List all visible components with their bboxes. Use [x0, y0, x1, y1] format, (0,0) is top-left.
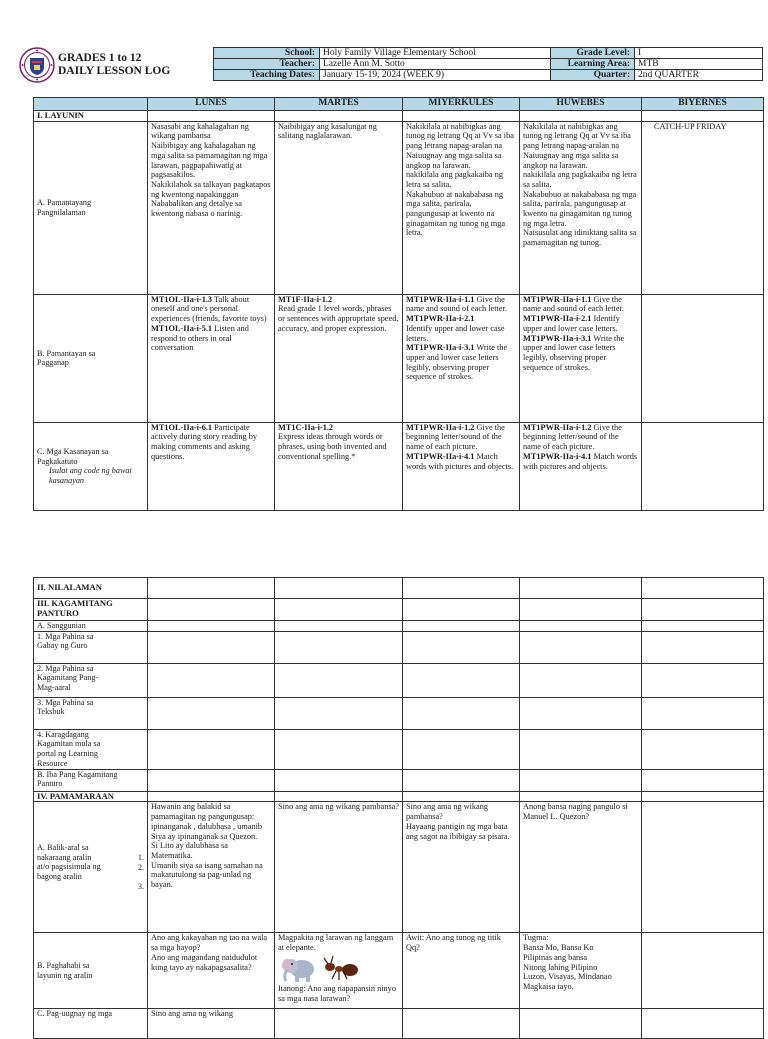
label-ref-portal: 4. Karagdagang Kagamitan mula sa portal ng Learning Resource [34, 729, 148, 769]
cell-miyerkules-paghahabi: Awit: Ano ang tunog ng titik Qq? [403, 933, 520, 1009]
form-title-line1: GRADES 1 to 12 [58, 52, 142, 64]
competency-text: Give the name and sound of each letter. [523, 294, 624, 314]
form-title [58, 52, 170, 78]
competency-text: Give the beginning letter/sound of the name of each picture. [406, 422, 505, 452]
code: MT1PWR-IIa-i-1.1 [523, 294, 592, 304]
row-label-pamantayang-pangnilalaman: A. Pamantayang Pangnilalaman [34, 121, 148, 294]
teacher-label: Teacher: [214, 59, 320, 70]
row-ref-kagamitang [34, 663, 764, 697]
code: MT1PWR-IIa-i-1.2 [406, 422, 475, 432]
competency-text: Match words with pictures and objects. [406, 451, 514, 471]
form-title-line2: DAILY LESSON LOG [58, 65, 171, 77]
animal-pictures [280, 955, 399, 983]
code: MT1C-IIa-i-1.2 [278, 422, 334, 432]
quarter-label: Quarter: [551, 70, 635, 81]
section-title-kagamitan: III. KAGAMITANG PANTURO [34, 599, 148, 621]
school-label: School: [214, 48, 320, 59]
label-paghahabi: B. Paghahabi sa layunin ng aralin [34, 933, 148, 1009]
competency-text: Identify upper and lower case letters. [406, 323, 505, 343]
header-row-teacher [214, 59, 763, 70]
code: MT1PWR-IIa-i-1.2 [523, 422, 592, 432]
cell-biyernes-balik-aral [642, 802, 764, 933]
code: MT1OL-IIa-i-5.1 [151, 323, 213, 333]
day-header-huwebes: HUWEBES [520, 98, 642, 111]
cell-lunes-balik-aral: Hawanin ang balakid sa pamamagitan ng pangungusap: ipinanganak , dalubhasa , umanib Siya ay ipinanganak sa Quezon. Si Lito ay dalubhasa sa Matematika. Umanib siya sa isang samahan na makatutulong sa pag-unlad ng bayan. [148, 802, 275, 933]
learning-area-label: Learning Area: [551, 59, 635, 70]
row-iba-pang [34, 769, 764, 791]
competency-text: Listen and respond to others in oral conversation [151, 323, 249, 353]
row-pamamaraan [34, 791, 764, 802]
competency-text: Express ideas through words or phrases, using both invented and conventional spelling.* [278, 432, 387, 461]
cell-huwebes-a: Nakikilala at nabibigkas ang tunog ng letrang Qq at Vv sa iba pang letrang napag-aralan na Naiuugnay ang mga salita sa angkop na larawan. nakikilala ang pagkakaiba ng letra sa salita. Nakabubuo at nakababasa ng mga salita, parirala, pangungusap at kwento na ginagamitan ng tunog ng mga letra. Naisusulat ang idiniktang salita sa pamamagitan ng tunog. [520, 121, 642, 294]
header-row-dates [214, 70, 763, 81]
cell-lunes-paghahabi: Ano ang kakayahan ng tao na wala sa mga hayop? Ano ang magandang naidudulot kung tayo ay nakapagsasalita? [148, 933, 275, 1009]
competency-text: Talk about oneself and one's personal experiences (friends, favorite toys) [151, 294, 267, 324]
code: MT1PWR-IIa-i-1.1 [406, 294, 475, 304]
cell-miyerkules-c [403, 422, 520, 510]
cell-huwebes-c [520, 422, 642, 510]
cell-lunes-a: Nasasabi ang kahalagahan ng wikang pambansa Naibibigay ang kahalagahan ng mga salita sa pamamagitan ng mga larawan, pagpapahiwatig at pagsasakilos. Nakikilahok sa talkayan pagkatapos ng kwentong napakinggan Nababalikan ang detalye sa kwentong nabasa o narinig. [148, 121, 275, 294]
layunin-table [33, 97, 764, 511]
cell-biyernes-a: CATCH-UP FRIDAY [642, 121, 764, 294]
cell-lunes-pag-uugnay: Sino ang ama ng wikang [148, 1009, 275, 1039]
row-pamantayan-sa-pagganap [34, 294, 764, 422]
label-pag-uugnay: C. Pag-uugnay ng mga [34, 1009, 148, 1039]
label-ref-gabay: 1. Mga Pahina sa Gabay ng Guro [34, 631, 148, 663]
section-layunin-row [34, 111, 764, 122]
teacher-value: Lazelle Ann M. Sotto [320, 59, 551, 70]
header-info-table [213, 47, 763, 81]
row-ref-gabay [34, 631, 764, 663]
cell-huwebes-paghahabi: Tugma: Bansa Mo, Bansa Ko Pilipinas ang bansa Nitong lahing Pilipino Luzon, Visayas, Mindanao Magkaisa tayo. [520, 933, 642, 1009]
row-kagamitang-panturo [34, 599, 764, 621]
row-ref-portal [34, 729, 764, 769]
cell-lunes-b [148, 294, 275, 422]
code: MT1F-IIa-i-1.2 [278, 294, 333, 304]
row-label-mga-kasanayan [34, 422, 148, 510]
martes-paghahabi-question: Itanong: Ano ang napapansin ninyo sa mga nasa larawan? [278, 983, 396, 1003]
competency-text: Read grade 1 level words, phrases or sentences with appropriate speed, accuracy, and proper expression. [278, 304, 399, 333]
pamamaraan-table [33, 577, 764, 1039]
row-nilalaman [34, 578, 764, 599]
blank-header-cell [34, 98, 148, 111]
cell-miyerkules-b [403, 294, 520, 422]
label-iba-pang: B. Iba Pang Kagamitang Panturo [34, 769, 148, 791]
school-value: Holy Family Village Elementary School [320, 48, 551, 59]
day-header-miyerkules: MIYERKULES [403, 98, 520, 111]
code: MT1PWR-IIa-i-4.1 [523, 451, 592, 461]
grade-level-label: Grade Level: [551, 48, 635, 59]
code: MT1PWR-IIa-i-3.1 [406, 343, 475, 353]
row-ref-teksbuk [34, 697, 764, 729]
row-pamantayang-pangnilalaman [34, 121, 764, 294]
row-paghahabi [34, 933, 764, 1009]
competency-text: Identify upper and lower case letters. [523, 314, 620, 333]
competency-text: Write the upper and lower case letters legibly, observing proper sequence of strokes. [523, 333, 625, 372]
competency-text: Give the beginning letter/sound of the name of each picture. [523, 422, 622, 452]
code: MT1PWR-IIa-i-3.1 [523, 333, 592, 343]
label-sanggunian: A. Sanggunian [34, 621, 148, 632]
teaching-dates-label: Teaching Dates: [214, 70, 320, 81]
balik-aral-numbers: 1. 2. 3. [137, 853, 144, 892]
quarter-value: 2nd QUARTER [635, 70, 763, 81]
balik-aral-label: A. Balik-aral sa nakaraang aralin at/o pagsisimula ng bagong aralin [37, 843, 101, 882]
cell-huwebes-balik-aral: Anong bansa naging pangulo si Manuel L. Quezon? [520, 802, 642, 933]
martes-paghahabi-text: Magpakita ng larawan ng langgam at elepante. [278, 933, 394, 953]
kasanayan-note: Isulat ang code ng bawat kasanayan [49, 466, 132, 485]
code: MT1OL-IIa-i-1.3 [151, 294, 213, 304]
cell-martes-balik-aral: Sino ang ama ng wikang pambansa? [275, 802, 403, 933]
code: MT1PWR-IIa-i-2.1 [406, 314, 475, 324]
deped-seal-icon [19, 47, 55, 83]
header-row-school [214, 48, 763, 59]
cell-huwebes-b [520, 294, 642, 422]
kasanayan-label: C. Mga Kasanayan sa Pagkakatuto [37, 446, 109, 466]
elephant-icon [280, 955, 322, 964]
section-title-layunin: I. LAYUNIN [34, 111, 148, 122]
row-label-pamantayan-sa-pagganap: B. Pamantayan sa Pagganap [34, 294, 148, 422]
cell-miyerkules-a: Nakikilala at nabibigkas ang tunog ng letrang Qq at Vv sa iba pang letrang napag-aralan na Naiuugnay ang mga salita sa angkop na larawan. nakikilala ang pagkakaiba ng letra sa salita. Nakabubuo at nakababasa ng mga salita, parirala, pangungusap at kwento na ginagamitan ng tunog ng mga letra. [403, 121, 520, 294]
cell-martes-paghahabi [275, 933, 403, 1009]
cell-biyernes-b [642, 294, 764, 422]
grade-level-value: I [635, 48, 763, 59]
label-balik-aral [34, 802, 148, 933]
competency-text: Match words with pictures and objects. [523, 451, 638, 471]
cell-biyernes-c [642, 422, 764, 510]
label-ref-teksbuk: 3. Mga Pahina sa Teksbuk [34, 697, 148, 729]
section-title-pamamaraan: IV. PAMAMARAAN [34, 791, 148, 802]
cell-lunes-c [148, 422, 275, 510]
competency-text: Give the name and sound of each letter. [406, 294, 507, 314]
day-header-martes: MARTES [275, 98, 403, 111]
day-header-lunes: LUNES [148, 98, 275, 111]
day-header-biyernes: BIYERNES [642, 98, 764, 111]
row-sanggunian [34, 621, 764, 632]
cell-martes-b [275, 294, 403, 422]
cell-martes-a: Naibibigay ang kasalungat ng salitang naglalarawan. [275, 121, 403, 294]
code: MT1PWR-IIa-i-2.1 [523, 314, 592, 324]
row-balik-aral [34, 802, 764, 933]
cell-biyernes-paghahabi [642, 933, 764, 1009]
teaching-dates-value: January 15-19, 2024 (WEEK 9) [320, 70, 551, 81]
learning-area-value: MTB [635, 59, 763, 70]
day-header-row [34, 98, 764, 111]
competency-text: Write the upper and lower case letters legibly, observing proper sequence of strokes. [406, 343, 508, 382]
code: MT1PWR-IIa-i-4.1 [406, 451, 475, 461]
ant-icon [322, 955, 362, 964]
competency-text: Participate actively during story reading by making comments and asking questions. [151, 422, 257, 461]
cell-miyerkules-balik-aral: Sino ang ama ng wikang pambansa? Hayaang pantigin ng mga bata ang sagot na ibibigay sa pisara. [403, 802, 520, 933]
section-title-nilalaman: II. NILALAMAN [34, 578, 148, 599]
code: MT1OL-IIa-i-6.1 [151, 422, 213, 432]
label-ref-kagamitang: 2. Mga Pahina sa Kagamitang Pang- Mag-aaral [34, 663, 148, 697]
row-mga-kasanayan [34, 422, 764, 510]
cell-martes-c [275, 422, 403, 510]
